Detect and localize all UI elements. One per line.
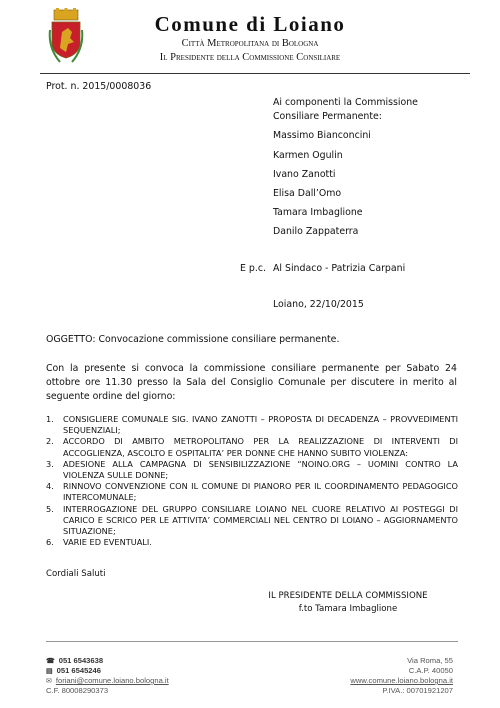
recipient-name: Karmen Ogulin <box>273 150 343 161</box>
place-date: Loiano, 22/10/2015 <box>273 299 364 310</box>
municipality-subtitle: Città Metropolitana di Bologna <box>181 38 319 49</box>
office-subtitle: Il Presidente della Commissione Consiliare <box>159 52 341 63</box>
footer-tax-code: C.F. 80008290373 <box>46 686 109 695</box>
signature-title: IL PRESIDENTE DELLA COMMISSIONE <box>268 591 428 601</box>
municipality-title: Comune di Loiano <box>154 12 346 36</box>
epc-recipient: Al Sindaco - Patrizia Carpani <box>273 263 406 274</box>
footer-divider <box>46 641 458 642</box>
protocol-number: Prot. n. 2015/0008036 <box>46 81 152 92</box>
footer-fax: ▤ 051 6545246 <box>46 666 101 675</box>
agenda-item: 6. VARIE ED EVENTUALI. <box>46 537 152 548</box>
phone-icon: ☎ <box>46 658 55 665</box>
subject-text: Convocazione commissione consiliare permanente. <box>98 334 340 345</box>
recipient-name: Massimo Bianconcini <box>273 130 371 141</box>
closing-greeting: Cordiali Saluti <box>46 569 106 579</box>
recipients-heading: Ai componenti la Commissione <box>273 97 418 108</box>
agenda-item: 3. ADESIONE ALLA CAMPAGNA DI SENSIBILIZZAZIONE “NOINO.ORG – UOMINI CONTRO LA VIOLENZA SULLE DONNE; <box>46 458 458 481</box>
signature-name: f.to Tamara Imbaglione <box>298 604 398 614</box>
footer-phone: ☎ 051 6543638 <box>46 656 104 665</box>
subject-line <box>46 333 339 346</box>
footer-vat-number: P.IVA.: 00701921207 <box>382 686 453 695</box>
recipient-name: Danilo Zappaterra <box>273 226 359 237</box>
recipient-name: Tamara Imbaglione <box>273 207 363 218</box>
email-icon: ✉ <box>46 678 52 685</box>
agenda-item: 5. INTERROGAZIONE DEL GRUPPO CONSILIARE LOIANO NEL CUORE RELATIVO AI POSTEGGI DI CARICO E SCRICO PER LE ATTIVITA’ COMMERCIALI NEL CENTRO DI LOIANO – AGGIORNAMENTO SITUAZIONE; <box>46 503 458 537</box>
recipients-heading-2: Consiliare Permanente: <box>273 111 382 122</box>
body-paragraph: Con la presente si convoca la commissione consiliare permanente per Sabato 24 ottobre ore 11.30 presso la Sala del Consiglio Comunale per discutere in merito al seguente ordine del giorno: <box>46 363 457 402</box>
agenda-item: 1. CONSIGLIERE COMUNALE SIG. IVANO ZANOTTI – PROPOSTA DI DECADENZA – PROVVEDIMENTI SEQUENZIALI; <box>46 414 458 436</box>
agenda-item: 2. ACCORDO DI AMBITO METROPOLITANO PER LA REALIZZAZIONE DI INTERVENTI DI ACCOGLIENZA, ASCOLTO E OSPITALITA’ PER DONNE CHE HANNO SUBITO VIOLENZA: <box>46 436 458 458</box>
epc-label: E p.c. <box>240 263 266 274</box>
footer-email[interactable]: ✉ foriani@comune.loiano.bologna.it <box>46 676 169 685</box>
footer-address: Via Roma, 55 <box>407 656 453 665</box>
fax-icon: ▤ <box>46 668 53 675</box>
subject-label: OGGETTO: <box>46 334 96 345</box>
agenda-list <box>46 414 458 548</box>
footer-website-link[interactable]: www.comune.loiano.bologna.it <box>350 676 453 685</box>
recipient-name: Ivano Zanotti <box>273 169 336 180</box>
footer-postal-code: C.A.P. 40050 <box>408 666 453 675</box>
header-divider <box>40 73 470 74</box>
recipient-name: Elisa Dall’Omo <box>273 188 342 199</box>
agenda-item: 4. RINNOVO CONVENZIONE CON IL COMUNE DI PIANORO PER IL COORDINAMENTO PEDAGOGICO INTERCOMUNALE; <box>46 481 458 503</box>
